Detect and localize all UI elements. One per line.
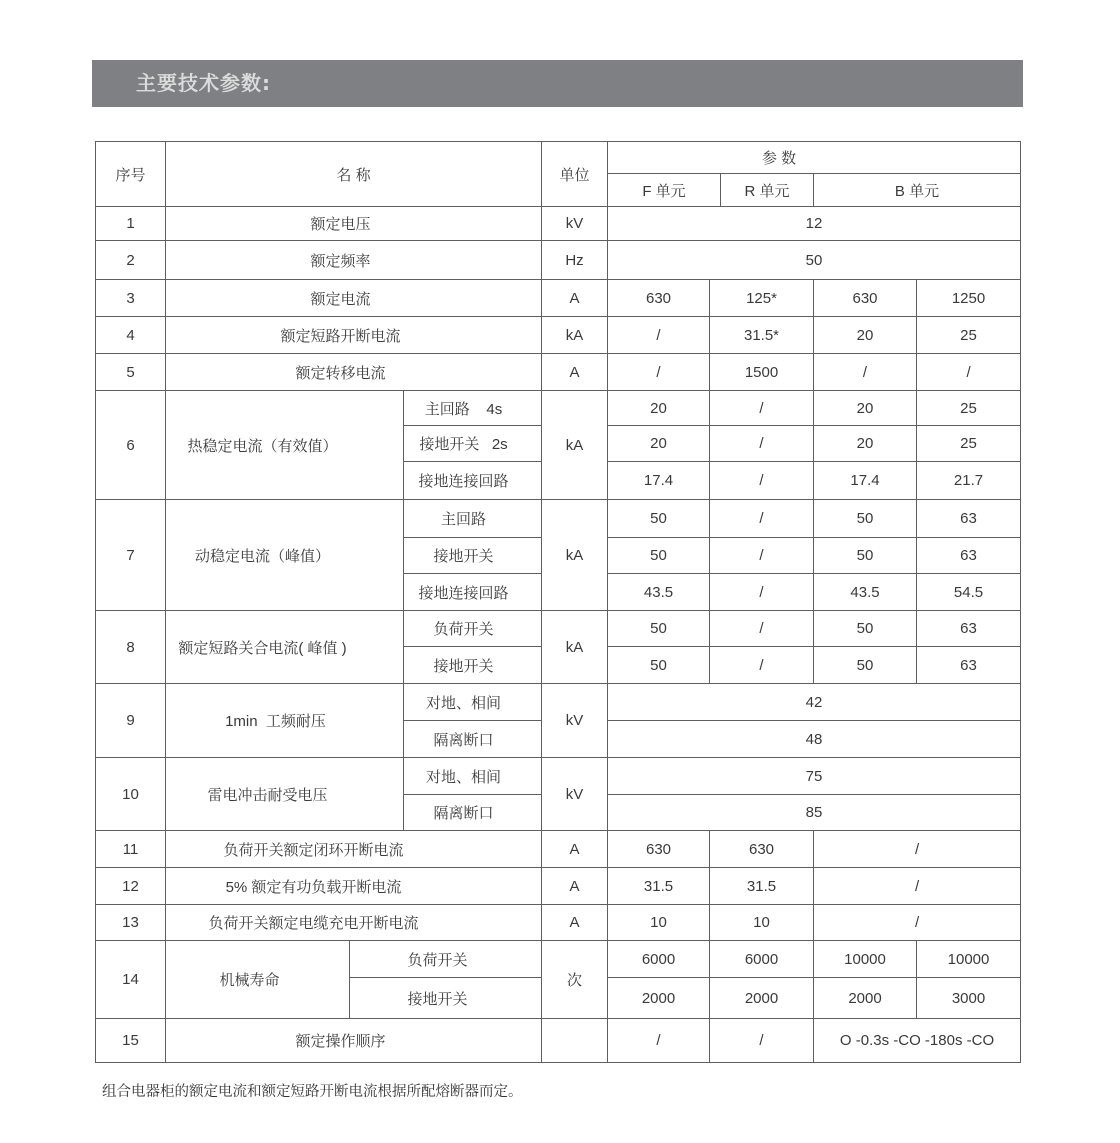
value-cell: O -0.3s -CO -180s -CO (814, 1019, 1021, 1063)
value-cell: / (814, 868, 1021, 905)
value-cell: 63 (917, 611, 1021, 647)
parameter-name: 额定短路关合电流( 峰值 ) (166, 611, 404, 684)
value-cell: 50 (814, 611, 917, 647)
unit-cell: 次 (542, 941, 608, 1019)
value-cell: 17.4 (608, 462, 710, 500)
sub-item-label: 主回路 4s (404, 391, 542, 426)
value-cell: 20 (814, 426, 917, 462)
table-row (96, 758, 1021, 795)
sub-item-label: 隔离断口 (404, 721, 542, 758)
value-cell: 25 (917, 391, 1021, 426)
row-number: 6 (96, 391, 166, 500)
table-row (96, 905, 1021, 941)
unit-cell: kV (542, 758, 608, 831)
row-number: 1 (96, 207, 166, 241)
value-cell: 25 (917, 426, 1021, 462)
row-number: 15 (96, 1019, 166, 1063)
parameter-name: 5% 额定有功负载开断电流 (166, 868, 542, 905)
unit-cell: A (542, 280, 608, 317)
sub-item-label: 接地连接回路 (404, 462, 542, 500)
parameter-name: 额定操作顺序 (166, 1019, 542, 1063)
value-cell: / (710, 538, 814, 574)
unit-cell: A (542, 354, 608, 391)
table-row (96, 354, 1021, 391)
spec-table (95, 141, 1021, 1063)
unit-cell: kA (542, 317, 608, 354)
parameter-name: 额定电压 (166, 207, 542, 241)
parameter-name: 额定转移电流 (166, 354, 542, 391)
value-cell: 21.7 (917, 462, 1021, 500)
value-cell: 50 (814, 647, 917, 684)
footnote: 组合电器柜的额定电流和额定短路开断电流根据所配熔断器而定。 (102, 1084, 523, 1100)
row-number: 14 (96, 941, 166, 1019)
value-cell: 630 (814, 280, 917, 317)
value-cell: 50 (608, 647, 710, 684)
value-cell: 50 (608, 538, 710, 574)
parameter-name: 额定电流 (166, 280, 542, 317)
header-index: 序号 (96, 142, 166, 207)
sub-item-label: 对地、相间 (404, 684, 542, 721)
value-cell: 31.5 (710, 868, 814, 905)
parameter-name: 热稳定电流（有效值） (166, 391, 404, 500)
sub-item-label: 负荷开关 (350, 941, 542, 978)
unit-cell: A (542, 831, 608, 868)
table-row (96, 868, 1021, 905)
header-params: 参 数 (608, 142, 1021, 174)
value-cell: 50 (608, 611, 710, 647)
table-row (96, 280, 1021, 317)
table-row (96, 941, 1021, 978)
sub-item-label: 接地开关 2s (404, 426, 542, 462)
sub-item-label: 负荷开关 (404, 611, 542, 647)
header-row (96, 142, 1021, 174)
unit-cell: kA (542, 611, 608, 684)
sub-item-label: 隔离断口 (404, 795, 542, 831)
table-row (96, 317, 1021, 354)
row-number: 4 (96, 317, 166, 354)
value-cell: / (710, 462, 814, 500)
value-cell: 6000 (710, 941, 814, 978)
row-number: 3 (96, 280, 166, 317)
parameter-name: 1min 工频耐压 (166, 684, 404, 758)
row-number: 12 (96, 868, 166, 905)
value-cell: / (710, 574, 814, 611)
unit-cell: A (542, 905, 608, 941)
value-cell: / (710, 426, 814, 462)
unit-cell: kA (542, 500, 608, 611)
unit-cell: kV (542, 207, 608, 241)
header-b-unit: B 单元 (814, 174, 1021, 207)
value-cell: / (608, 1019, 710, 1063)
value-cell: / (710, 611, 814, 647)
parameter-name: 额定频率 (166, 241, 542, 280)
sub-item-label: 接地连接回路 (404, 574, 542, 611)
sub-item-label: 对地、相间 (404, 758, 542, 795)
value-cell: 3000 (917, 978, 1021, 1019)
value-cell: 63 (917, 500, 1021, 538)
value-cell: 1250 (917, 280, 1021, 317)
value-cell: 12 (608, 207, 1021, 241)
value-cell: 630 (608, 831, 710, 868)
unit-cell: kV (542, 684, 608, 758)
value-cell: 31.5* (710, 317, 814, 354)
value-cell: 43.5 (608, 574, 710, 611)
row-number: 11 (96, 831, 166, 868)
parameter-name: 额定短路开断电流 (166, 317, 542, 354)
sub-item-label: 主回路 (404, 500, 542, 538)
parameter-name: 动稳定电流（峰值） (166, 500, 404, 611)
value-cell: / (608, 354, 710, 391)
value-cell: / (814, 831, 1021, 868)
sub-item-label: 接地开关 (350, 978, 542, 1019)
value-cell: 63 (917, 538, 1021, 574)
row-number: 9 (96, 684, 166, 758)
value-cell: 10 (608, 905, 710, 941)
value-cell: / (710, 391, 814, 426)
value-cell: 1500 (710, 354, 814, 391)
section-title: 主要技术参数: (136, 71, 271, 95)
value-cell: 10000 (917, 941, 1021, 978)
row-number: 13 (96, 905, 166, 941)
value-cell: 50 (608, 500, 710, 538)
table-row (96, 391, 1021, 426)
value-cell: 20 (608, 426, 710, 462)
table-row (96, 207, 1021, 241)
value-cell: 20 (814, 317, 917, 354)
value-cell: / (710, 500, 814, 538)
unit-cell: kA (542, 391, 608, 500)
value-cell: 25 (917, 317, 1021, 354)
value-cell: 63 (917, 647, 1021, 684)
value-cell: 2000 (710, 978, 814, 1019)
table-row (96, 241, 1021, 280)
unit-cell (542, 1019, 608, 1063)
value-cell: 85 (608, 795, 1021, 831)
value-cell: 630 (710, 831, 814, 868)
table-row (96, 684, 1021, 721)
header-f-unit: F 单元 (608, 174, 721, 207)
table-row (96, 500, 1021, 538)
parameter-name: 雷电冲击耐受电压 (166, 758, 404, 831)
header-r-unit: R 单元 (721, 174, 814, 207)
value-cell: 42 (608, 684, 1021, 721)
table-row (96, 1019, 1021, 1063)
value-cell: 2000 (608, 978, 710, 1019)
value-cell: 20 (814, 391, 917, 426)
parameter-name: 机械寿命 (166, 941, 350, 1019)
section-title-bar (92, 60, 1023, 107)
value-cell: 43.5 (814, 574, 917, 611)
table-row (96, 831, 1021, 868)
value-cell: / (814, 905, 1021, 941)
table-row (96, 611, 1021, 647)
value-cell: 17.4 (814, 462, 917, 500)
value-cell: 48 (608, 721, 1021, 758)
value-cell: 2000 (814, 978, 917, 1019)
row-number: 7 (96, 500, 166, 611)
value-cell: 125* (710, 280, 814, 317)
parameter-name: 负荷开关额定电缆充电开断电流 (166, 905, 542, 941)
value-cell: 50 (608, 241, 1021, 280)
row-number: 2 (96, 241, 166, 280)
value-cell: 6000 (608, 941, 710, 978)
header-unit: 单位 (542, 142, 608, 207)
sub-item-label: 接地开关 (404, 647, 542, 684)
value-cell: 20 (608, 391, 710, 426)
unit-cell: Hz (542, 241, 608, 280)
value-cell: / (917, 354, 1021, 391)
value-cell: 10000 (814, 941, 917, 978)
value-cell: / (710, 1019, 814, 1063)
value-cell: / (710, 647, 814, 684)
sub-item-label: 接地开关 (404, 538, 542, 574)
value-cell: 10 (710, 905, 814, 941)
row-number: 5 (96, 354, 166, 391)
value-cell: 54.5 (917, 574, 1021, 611)
row-number: 8 (96, 611, 166, 684)
header-name: 名 称 (166, 142, 542, 207)
value-cell: 50 (814, 500, 917, 538)
value-cell: / (814, 354, 917, 391)
value-cell: 31.5 (608, 868, 710, 905)
parameter-name: 负荷开关额定闭环开断电流 (166, 831, 542, 868)
value-cell: 630 (608, 280, 710, 317)
value-cell: 50 (814, 538, 917, 574)
row-number: 10 (96, 758, 166, 831)
value-cell: / (608, 317, 710, 354)
value-cell: 75 (608, 758, 1021, 795)
unit-cell: A (542, 868, 608, 905)
